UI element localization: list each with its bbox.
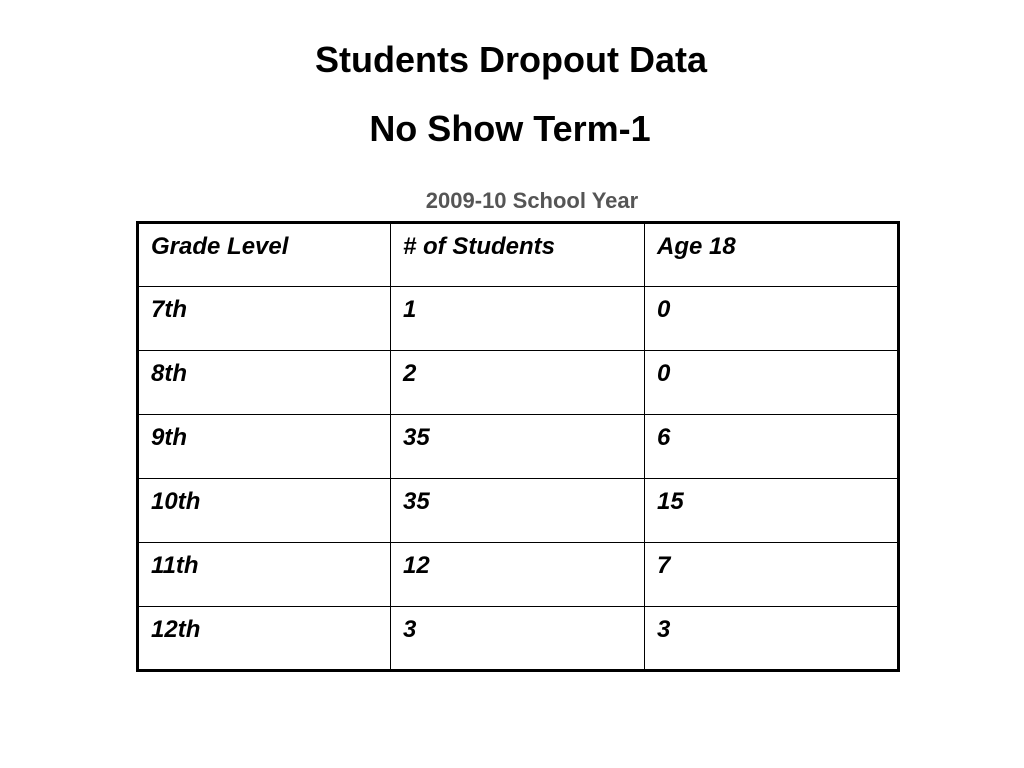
age-18-value: 3 (657, 616, 671, 643)
grade-level-value: 7th (151, 296, 187, 323)
grade-level-value: 10th (151, 488, 201, 515)
table-cell (645, 287, 899, 351)
school-year-caption: 2009-10 School Year (425, 188, 639, 213)
table-cell (138, 351, 391, 415)
age-18-value: 6 (657, 424, 671, 451)
num-students-value: 12 (403, 552, 430, 579)
table-header-row (138, 223, 899, 287)
table-cell (138, 287, 391, 351)
table-row (138, 607, 899, 671)
table-cell (645, 415, 899, 479)
header-cell (391, 223, 645, 287)
header-cell (645, 223, 899, 287)
num-students-value: 2 (403, 360, 417, 387)
age-18-value: 0 (657, 360, 671, 387)
num-students-value: 35 (403, 488, 430, 515)
table-row (138, 415, 899, 479)
header-grade-level: Grade Level (151, 233, 289, 260)
table-cell (138, 479, 391, 543)
grade-level-value: 9th (151, 424, 187, 451)
table-row (138, 351, 899, 415)
grade-level-value: 8th (151, 360, 187, 387)
dropout-table (136, 221, 900, 672)
age-18-value: 15 (657, 488, 684, 515)
header-age-18: Age 18 (657, 233, 736, 260)
table-cell (391, 287, 645, 351)
table-cell (138, 415, 391, 479)
header-num-students: # of Students (403, 233, 556, 260)
header-cell (138, 223, 391, 287)
table-cell (391, 479, 645, 543)
table-row (138, 479, 899, 543)
age-18-value: 7 (657, 552, 671, 579)
num-students-value: 1 (403, 296, 417, 323)
age-18-value: 0 (657, 296, 671, 323)
page-subtitle: No Show Term-1 (369, 108, 651, 149)
table-cell (645, 351, 899, 415)
num-students-value: 3 (403, 616, 417, 643)
table-cell (391, 415, 645, 479)
table-cell (391, 351, 645, 415)
grade-level-value: 12th (151, 616, 201, 643)
table-cell (391, 543, 645, 607)
table-row (138, 543, 899, 607)
table-cell (138, 543, 391, 607)
table-cell (645, 543, 899, 607)
table-cell (138, 607, 391, 671)
num-students-value: 35 (403, 424, 430, 451)
table-cell (645, 479, 899, 543)
table-cell (391, 607, 645, 671)
table-cell (645, 607, 899, 671)
table-row (138, 287, 899, 351)
page-title: Students Dropout Data (315, 39, 707, 80)
grade-level-value: 11th (151, 552, 199, 579)
